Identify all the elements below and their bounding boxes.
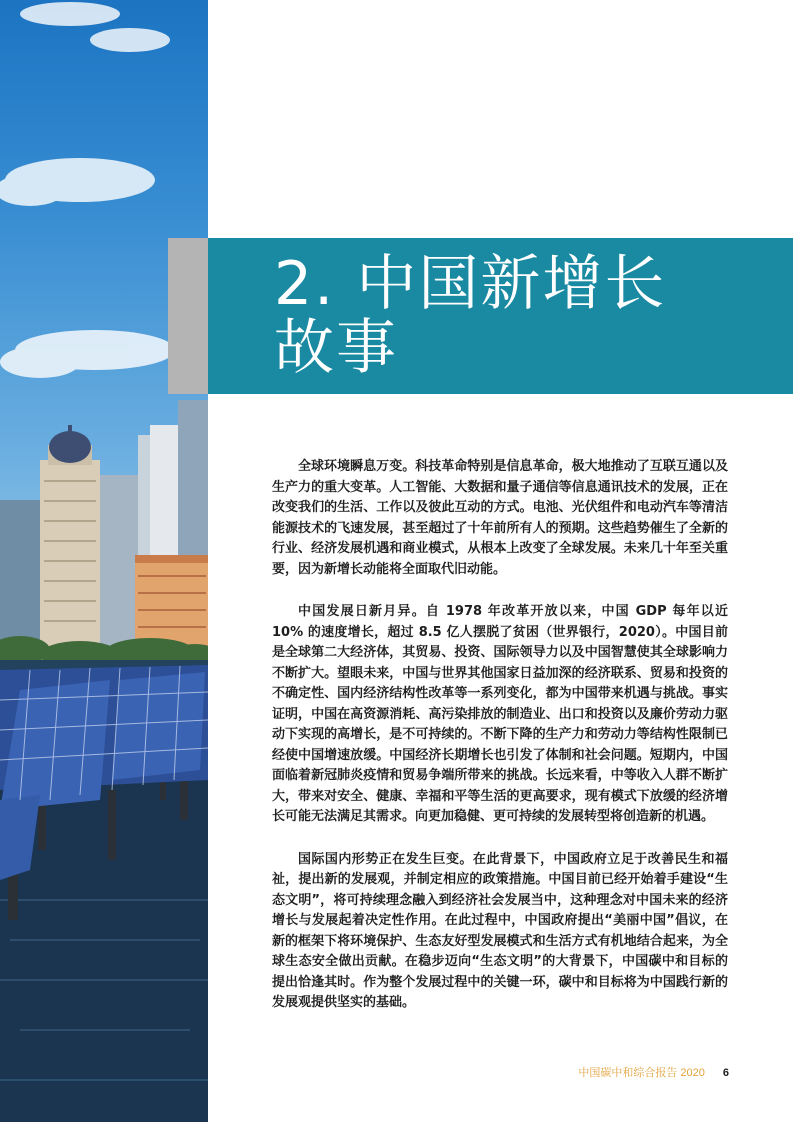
paragraph: 国际国内形势正在发生巨变。在此背景下，中国政府立足于改善民生和福祉，提出新的发展观，并制定相应的政策措施。中国目前已经开始着手建设“生态文明”，将可持续理念融入到经济社会发展当中，这种理念对中国未来的经济增长与发展起着决定性作用。在此过程中，中国政府提出“美丽中国”倡议，在新的框架下将环境保护、生态友好型发展模式和生活方式有机地结合起来，为全球生态安全做出贡献。在稳步迈向“生态文明”的大背景下，中国碳中和目标的提出恰逢其时。作为整个发展过程中的关键一环，碳中和目标将为中国践行新的发展观提供坚实的基础。 bbox=[272, 851, 728, 1010]
title-accent-tab bbox=[168, 238, 208, 394]
paragraph: 全球环境瞬息万变。科技革命特别是信息革命，极大地推动了互联互通以及生产力的重大变革。人工智能、大数据和量子通信等信息通讯技术的发展，正在改变我们的生活、工作以及彼此互动的方式。电池、光伏组件和电动汽车等清洁能源技术的飞速发展，甚至超过了十年前所有人的预期。这些趋势催生了全新的行业、经济发展机遇和商业模式，从根本上改变了全球发展。未来几十年至关重要，因为新增长动能将全面取代旧动能。 bbox=[272, 459, 728, 577]
chapter-title-line1: 2. 中国新增长 bbox=[274, 249, 667, 319]
report-name: 中国碳中和综合报告 2020 bbox=[578, 1067, 705, 1079]
page-footer bbox=[578, 1064, 729, 1080]
paragraph: 中国发展日新月异。自 1978 年改革开放以来，中国 GDP 每年以近 10% 的速度增长，超过 8.5 亿人摆脱了贫困（世界银行，2020）。中国目前是全球第二大经济体，其贸易、投资、国际领导力以及中国智慧使其全球影响力不断扩大。望眼未来，中国与世界其他国家日益加深的经济联系、贸易和投资的不确定性、国内经济结构性改革等一系列变化，都为中国带来机遇与挑战。事实证明，中国在高资源消耗、高污染排放的制造业、出口和投资以及廉价劳动力驱动下实现的高增长，是不可持续的。不断下降的生产力和劳动力等结构性限制已经使中国增速放缓。中国经济长期增长也引发了体制和社会问题。短期内，中国面临着新冠肺炎疫情和贸易争端所带来的挑战。长远来看，中等收入人群不断扩大，带来对安全、健康、幸福和平等生活的更高要求，现有模式下放缓的经济增长可能无法满足其需求。向更加稳健、更可持续的发展转型将创造新的机遇。 bbox=[272, 604, 728, 824]
page-number: 6 bbox=[722, 1067, 729, 1079]
body-text bbox=[272, 457, 728, 1036]
cover-photo bbox=[0, 0, 208, 1122]
chapter-title-band bbox=[208, 238, 793, 394]
chapter-title-line2: 故事 bbox=[274, 313, 398, 383]
city-solar-photo bbox=[0, 0, 208, 1122]
chapter-title bbox=[274, 249, 774, 383]
